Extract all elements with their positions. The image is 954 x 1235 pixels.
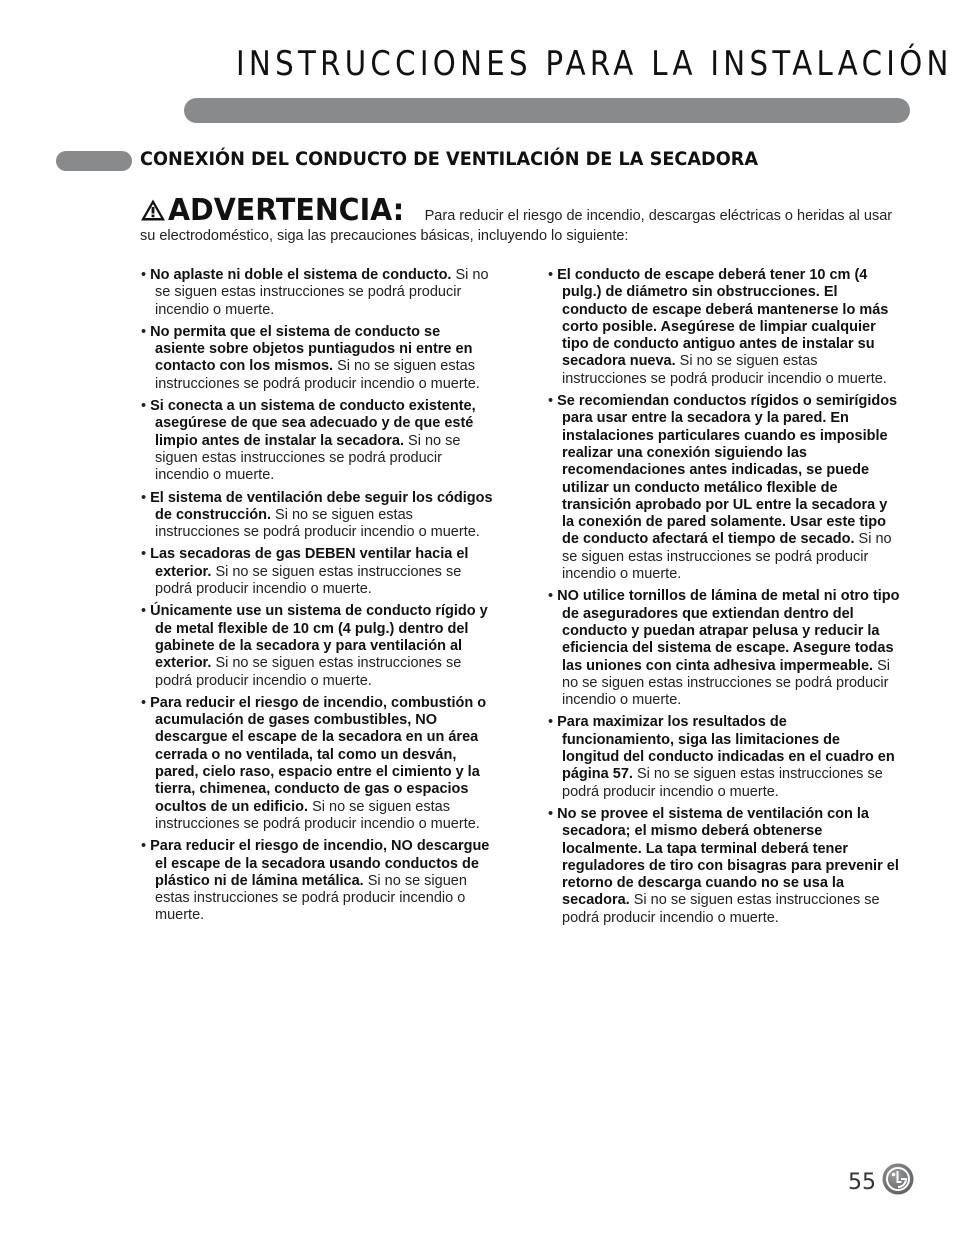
warning-block: [140, 193, 896, 245]
list-item: • Las secadoras de gas DEBEN ventilar hacia el exterior. Si no se siguen estas instrucciones se podrá producir incendio o muerte.: [141, 546, 469, 598]
right-precautions-list: [548, 267, 900, 932]
list-item: • El sistema de ventilación debe seguir los códigos de construcción. Si no se siguen estas instrucciones se podrá producir incendio o muerte.: [141, 489, 493, 541]
left-precautions-list: [141, 267, 493, 930]
list-item: • No aplaste ni doble el sistema de conducto. Si no se siguen estas instrucciones se podrá producir incendio o muerte.: [141, 267, 489, 318]
warning-text: Para reducir el riesgo de incendio, descargas eléctricas o heridas al usar su electrodoméstico, siga las precauciones básicas, incluyendo lo siguiente:: [140, 208, 893, 244]
page-title: INSTRUCCIONES PARA LA INSTALACIÓN: [236, 44, 953, 84]
page-number: 55: [848, 1170, 876, 1195]
warning-label: ADVERTENCIA:: [168, 193, 405, 228]
list-item: • El conducto de escape deberá tener 10 cm (4 pulg.) de diámetro sin obstrucciones. El conducto de escape deberá mantenerse lo más corto posible. Asegúrese de limpiar cualquier tipo de conducto antiguo antes de instalar su secadora nueva. Si no se siguen estas instrucciones se podrá producir incendio o muerte.: [548, 267, 889, 387]
warning-triangle-icon: [140, 198, 166, 227]
section-marker: [56, 151, 132, 171]
title-bar: [184, 98, 910, 123]
lg-logo-icon: [882, 1163, 914, 1195]
list-item: • Si conecta a un sistema de conducto existente, asegúrese de que sea adecuado y de que esté limpio antes de instalar la secadora. Si no se siguen estas instrucciones se podrá producir incendio o muerte.: [141, 398, 476, 484]
list-item: • Únicamente use un sistema de conducto rígido y de metal flexible de 10 cm (4 pulg.) dentro del gabinete de la secadora y para ventilación al exterior. Si no se siguen estas instrucciones se podrá producir incendio o muerte.: [141, 603, 488, 689]
list-item: • No se provee el sistema de ventilación con la secadora; el mismo deberá obtenerse localmente. La tapa terminal deberá tener reguladores de tiro con bisagras para prevenir el retorno de descarga cuando no se usa la secadora. Si no se siguen estas instrucciones se podrá producir incendio o muerte.: [548, 805, 899, 926]
list-item: • Se recomiendan conductos rígidos o semirígidos para usar entre la secadora y la pared. En instalaciones particulares cuando es imposible realizar una conexión siguiendo las recomendaciones antes indicadas, se puede utilizar un conducto metálico flexible de transición aprobado por UL entre la secadora y la conexión de pared solamente. Usar este tipo de conducto afectará el tiempo de secado. Si no se siguen estas instrucciones se podrá producir incendio o muerte.: [548, 393, 898, 583]
list-item: • Para maximizar los resultados de funcionamiento, siga las limitaciones de longitud del conducto indicadas en el cuadro en página 57. Si no se siguen estas instrucciones se podrá producir incendio o muerte.: [548, 714, 895, 800]
list-item: • Para reducir el riesgo de incendio, NO descargue el escape de la secadora usando conductos de plástico ni de lámina metálica. Si no se siguen estas instrucciones se podrá producir incendio o muerte.: [141, 838, 490, 924]
section-heading: CONEXIÓN DEL CONDUCTO DE VENTILACIÓN DE LA SECADORA: [140, 148, 759, 170]
list-item: • Para reducir el riesgo de incendio, combustión o acumulación de gases combustibles, NO descargue el escape de la secadora en un área cerrada o no ventilada, tal como un desván, pared, cielo raso, espacio entre el cimiento y la tierra, chimenea, conducto de gas o espacios ocultos de un edificio. Si no se siguen estas instrucciones se podrá producir incendio o muerte.: [141, 694, 487, 832]
list-item: • No permita que el sistema de conducto se asiente sobre objetos puntiagudos ni entre en contacto con los mismos. Si no se siguen estas instrucciones se podrá producir incendio o muerte.: [141, 323, 480, 392]
list-item: • NO utilice tornillos de lámina de metal ni otro tipo de aseguradores que extiendan dentro del conducto y puedan atrapar pelusa y reducir la eficiencia del sistema de escape. Asegure todas las uniones con cinta adhesiva impermeable. Si no se siguen estas instrucciones se podrá producir incendio o muerte.: [548, 588, 900, 709]
